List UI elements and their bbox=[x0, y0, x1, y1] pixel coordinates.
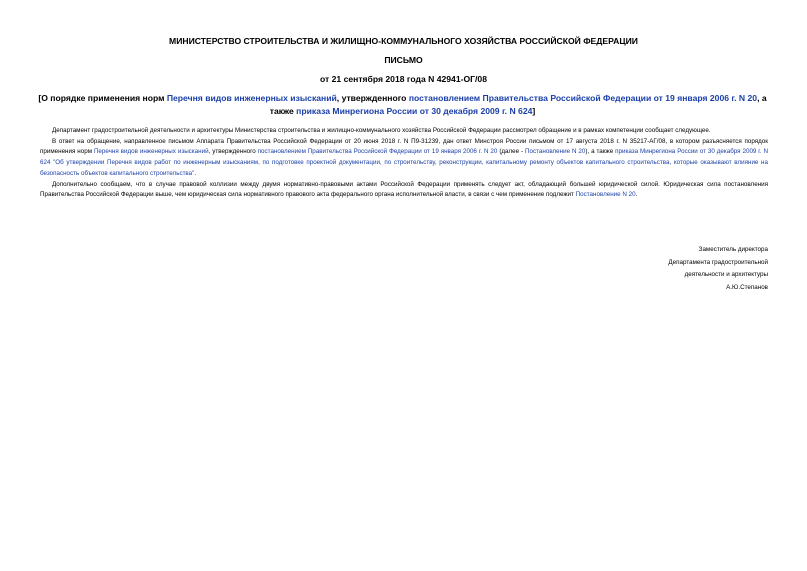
signer-position-line-2: Департамента градостроительной bbox=[668, 258, 768, 266]
signer-position-line-1: Заместитель директора bbox=[698, 246, 768, 253]
title-prefix: [О порядке применения норм bbox=[38, 93, 167, 103]
title-text: , утвержденного bbox=[336, 93, 409, 103]
document-type: ПИСЬМО bbox=[384, 55, 423, 65]
ministry-heading: МИНИСТЕРСТВО СТРОИТЕЛЬСТВА И ЖИЛИЩНО-КОММУНАЛЬНОГО ХОЗЯЙСТВА РОССИЙСКОЙ ФЕДЕРАЦИИ bbox=[169, 36, 638, 46]
title-link-minregion-order[interactable]: приказа Минрегиона России от 30 декабря 2009 г. N 624 bbox=[296, 105, 533, 116]
paragraph-text: . bbox=[635, 191, 638, 199]
title-link-government-decree[interactable]: постановлением Правительства Российской Федерации от 19 января 2006 г. N 20 bbox=[408, 93, 758, 103]
paragraph-2 bbox=[40, 137, 768, 180]
paragraph-text: В ответ на обращение, направленное письмом Аппарата Правительства Российской Федерации от 20 июня 2018 г. N П9-31239, дан ответ Минстроя России письмом от 17 августа 2018 г. N 35217-АГ/08, в котором разъясняется порядок применения норм bbox=[40, 137, 768, 156]
paragraph-1: Департамент градостроительной деятельности и архитектуры Министерства строительства и жилищно-коммунального хозяйства Российской Федерации рассмотрел обращение и в рамках компетенции сообщает следующее. bbox=[52, 127, 711, 134]
link-minregion-order-title[interactable]: "Об утверждении Перечня видов работ по инженерным изысканиям, по подготовке проектной документации, по строительству, реконструкции, капитальному ремонту объектов капитального строительства, которые оказывают влияние на безопасность объектов капитального строительства" bbox=[40, 159, 768, 177]
letter-body bbox=[40, 126, 768, 201]
paragraph-text: , утвержденного bbox=[208, 148, 258, 156]
signer-position-line-3: деятельности и архитектуры bbox=[684, 271, 768, 279]
link-government-decree[interactable]: постановлением Правительства Российской Федерации от 19 января 2006 г. N 20 bbox=[257, 148, 498, 156]
paragraph-text: ), а также bbox=[585, 148, 616, 156]
link-decree-20[interactable]: Постановление N 20 bbox=[575, 191, 636, 199]
signature-block bbox=[668, 244, 768, 295]
paragraph-text: (далее - bbox=[497, 148, 526, 156]
paragraph-text: . bbox=[194, 169, 197, 177]
title-suffix: ] bbox=[532, 105, 536, 116]
document-title bbox=[36, 92, 769, 117]
signer-name: А.Ю.Степанов bbox=[726, 284, 768, 292]
document-date-number: от 21 сентября 2018 года N 42941-ОГ/08 bbox=[320, 74, 487, 84]
paragraph-text: Дополнительно сообщаем, что в случае правовой коллизии между двумя нормативно-правовыми актами Российской Федерации применять следует акт, обладающий большей юридической силой. Юридическая сила постановления Правительства Российской Федерации выше, чем юридическая сила нормативного правового акта федерального органа исполнительной власти, в связи с чем применение подлежит bbox=[40, 180, 768, 199]
paragraph-3 bbox=[40, 180, 768, 201]
link-list-of-surveys[interactable]: Перечня видов инженерных изысканий bbox=[93, 148, 209, 156]
title-link-list-of-surveys[interactable]: Перечня видов инженерных изысканий bbox=[166, 93, 337, 103]
link-decree-20[interactable]: Постановление N 20 bbox=[525, 148, 586, 156]
link-minregion-order[interactable]: приказа Минрегиона России от 30 декабря 2009 г. N 624 bbox=[40, 148, 769, 167]
title-text: , а также bbox=[269, 93, 767, 116]
